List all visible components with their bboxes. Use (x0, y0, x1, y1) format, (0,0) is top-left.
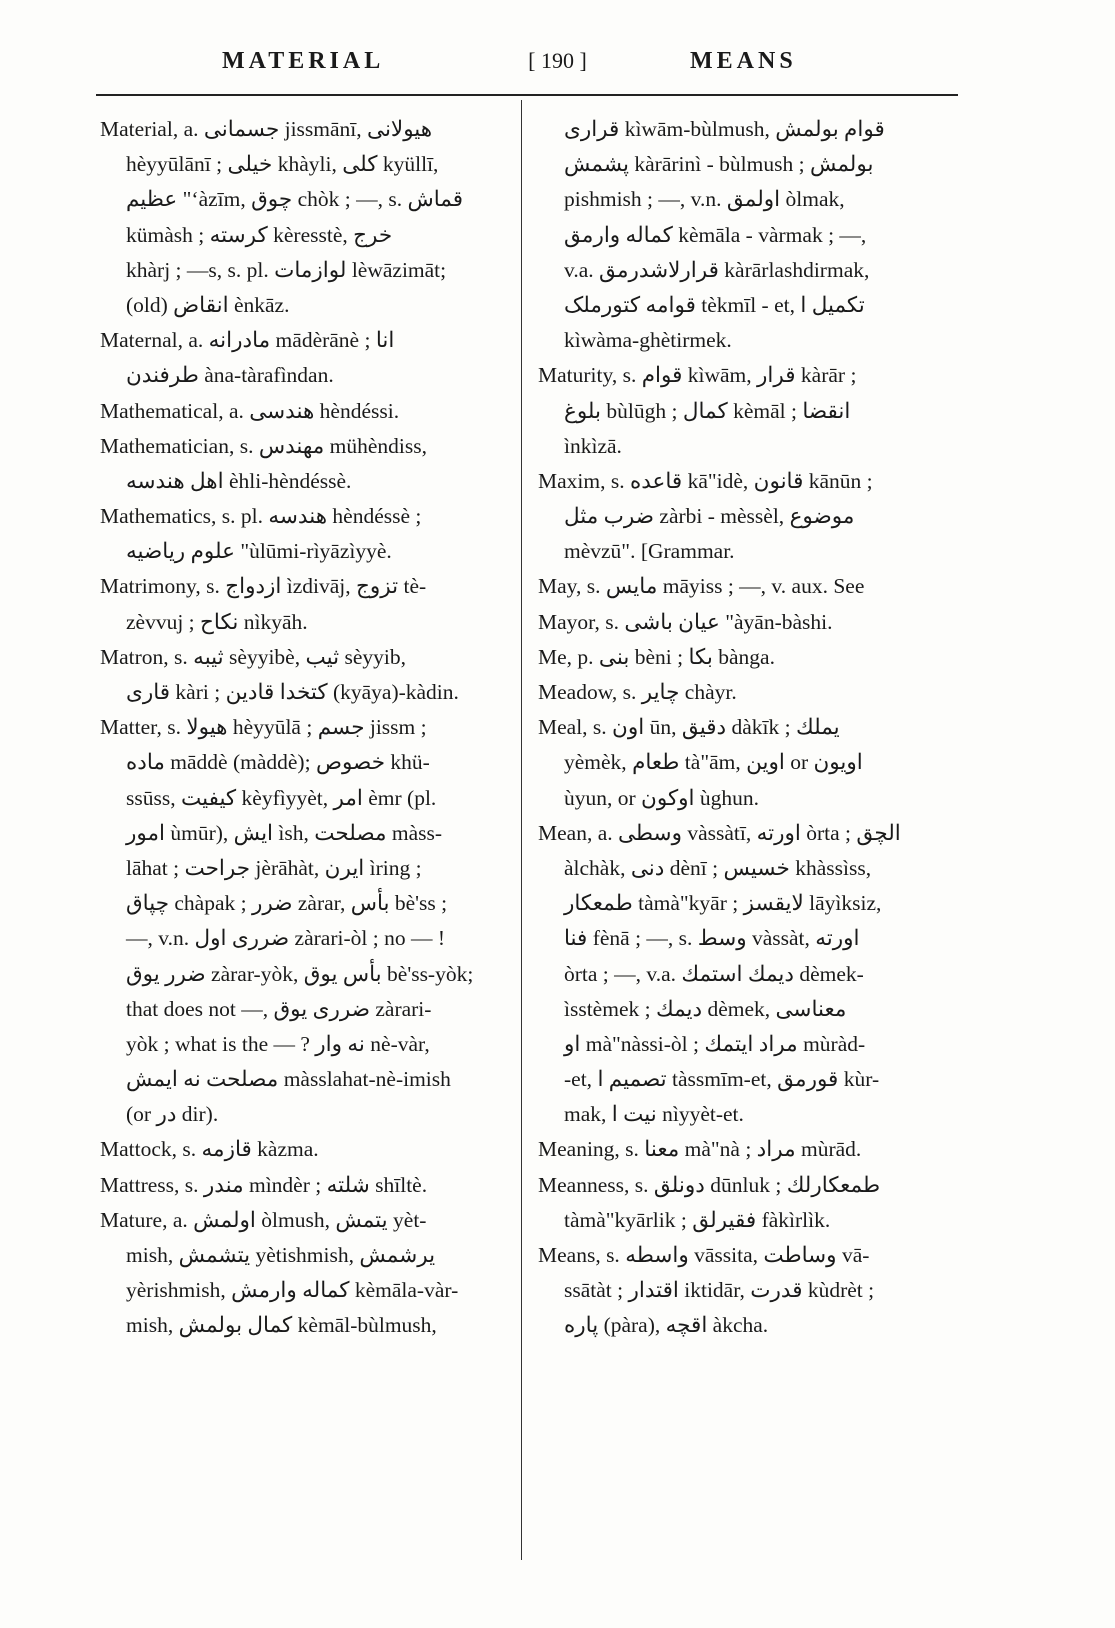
page-header (0, 48, 1115, 88)
entry-line: ضرب مثل zàrbi - mèssèl, موضوع (564, 504, 855, 529)
entry-line: Me, p. بنی bèni ; بکا bànga. (538, 644, 775, 669)
entry-line: ماده māddè (màddè); خصوص khü- (126, 750, 430, 775)
header-rule (96, 94, 958, 96)
entry-line: —, v.n. ضرری اول zàrari-òl ; no — ! (126, 926, 445, 951)
page-number: [ 190 ] (528, 48, 587, 73)
entry-line: àlchàk, دنی dènī ; خسیس khàssìss, (564, 855, 872, 880)
entry-line: mèvzū". [Grammar. (564, 539, 735, 564)
entry-line: ùyun, or اوکون ùghun. (564, 785, 760, 810)
entry-line: yèrishmish, کماله وارمش kèmāla-vàr- (126, 1278, 459, 1303)
entry-line: (old) انقاض ènkāz. (126, 292, 290, 317)
entry-line: قاری kàri ; کتخدا قادین (kyāya)-kàdin. (126, 680, 459, 704)
entry-line: ضرر یوق zàrar-yòk, بأس یوق bè'ss-yòk; (126, 961, 474, 986)
entry-line: òrta ; —, v.a. دیمك استمك dèmek- (564, 961, 864, 986)
column-divider (521, 100, 522, 1560)
entry-line: Mathematical, a. هندسی hèndéssi. (100, 398, 400, 423)
entry-line: kìwàma-ghètirmek. (564, 328, 732, 353)
entry-line: علوم ریاضیه "ùlūmi-rìyāzìyyè. (126, 539, 392, 564)
entry-line: Maxim, s. قاعده kā"idè, قانون kānūn ; (538, 468, 873, 493)
entry-line: Mathematician, s. مهندس mühèndiss, (100, 433, 428, 458)
entry-line: (or در dir). (126, 1102, 219, 1127)
header-right-guideword: MEANS (690, 48, 797, 74)
entry-line: mak, نیت ا nìyyèt-et. (564, 1102, 744, 1127)
entry-line: yèmèk, طعام tà"ām, اوین or اویون (564, 750, 863, 775)
entry-line: Material, a. جسمانی jissmānī, هیولانی (100, 117, 433, 141)
entry-line: کماله وارمق kèmāla - vàrmak ; —, (564, 222, 867, 247)
entry-line: Meal, s. اون ūn, دقیق dàkīk ; یملك (538, 715, 840, 740)
header-left-guideword: MATERIAL (222, 48, 385, 74)
entry-line: Matrimony, s. ازدواج ìzdivāj, تزوج tè- (100, 574, 427, 599)
entry-line: zèvvuj ; نکاح nìkyāh. (126, 609, 308, 634)
entry-line: Mathematics, s. pl. هندسه hèndéssè ; (100, 504, 422, 529)
entry-line: May, s. مایس māyiss ; —, v. aux. See (538, 574, 865, 599)
entry-line: Maturity, s. قوام kìwām, قرار kàrār ; (538, 363, 857, 388)
entry-line: او mà"nàssi-òl ; مراد ایتمك mùràd- (564, 1031, 866, 1056)
entry-line: mish, یتشمش yètishmish, یرشمش (126, 1243, 436, 1267)
entry-line: طرفندن àna-tàrafìndan. (126, 363, 334, 388)
entry-line: ìnkìzā. (564, 433, 622, 458)
entry-line: مصلحت نه ایمش màsslahat-nè-imish (126, 1067, 451, 1092)
entry-line: Matter, s. هیولا hèyyūlā ; جسم jissm ; (100, 715, 427, 740)
entry-line: yòk ; what is the — ? نه وار nè-vàr, (126, 1031, 430, 1056)
entry-line: قوامه کتورملک tèkmīl - et, تکمیل ا (564, 292, 865, 317)
entry-line: Matron, s. ثیبه sèyyibè, ثیب sèyyib, (100, 644, 406, 669)
entry-line: Mattock, s. قازمه kàzma. (100, 1137, 319, 1162)
entry-line: Meanness, s. دونلق dūnluk ; طمعكارلك (538, 1172, 881, 1197)
entry-line: پشمش kàrārinì - bùlmush ; بولمش (564, 152, 874, 177)
left-column (100, 112, 510, 1344)
entry-line: pishmish ; —, v.n. اولمق òlmak, (564, 187, 845, 212)
entry-line: فنا fènā ; —, s. وسط vàssàt, اورته (564, 926, 860, 951)
right-column (538, 112, 948, 1344)
entry-line: lāhat ; جراحت jèrāhàt, ایرن ìring ; (126, 855, 422, 880)
entry-line: hèyyūlānī ; خیلی khàyli, کلی kyüllī, (126, 152, 439, 177)
entry-line: ssūss, کیفیت kèyfìyyèt, امر èmr (pl. (126, 785, 437, 810)
entry-line: ssātàt ; اقتدار iktidār, قدرت kùdrèt ; (564, 1278, 875, 1303)
entry-line: -et, تصمیم ا tàssmīm-et, قورمق kùr- (564, 1067, 880, 1092)
entry-line: Meaning, s. معنا mà"nà ; مراد mùrād. (538, 1137, 862, 1162)
entry-line: چپاق chàpak ; ضرر zàrar, بأس bè'ss ; (126, 891, 448, 916)
entry-line: Mean, a. وسطی vàssàtī, اورته òrta ; الچق (538, 820, 901, 845)
entry-line: khàrj ; —s, s. pl. لوازمات lèwāzimāt; (126, 257, 447, 282)
entry-line: عظیم "ʻàzīm, چوق chòk ; —, s. قماش (126, 187, 463, 212)
entry-line: v.a. قرارلاشدرمق kàrārlashdirmak, (564, 257, 870, 282)
entry-line: Maternal, a. مادرانه mādèrānè ; انا (100, 328, 395, 353)
entry-line: اهل هندسه èhli-hèndéssè. (126, 468, 352, 493)
entry-line: kümàsh ; کرسته kèresstè, خرج (126, 222, 393, 247)
entry-line: mish, کمال بولمش kèmāl-bùlmush, (126, 1313, 437, 1338)
entry-line: Means, s. واسطه vāssita, وساطت vā- (538, 1243, 870, 1267)
entry-line: that does not —, ضرری یوق zàrari- (126, 996, 432, 1021)
entry-line: Mature, a. اولمش òlmush, یتمش yèt- (100, 1207, 427, 1232)
entry-line: Meadow, s. چایر chàyr. (538, 680, 737, 704)
entry-line: امور ùmūr), ایش ìsh, مصلحت màss- (126, 820, 443, 845)
entry-line: Mayor, s. عیان باشی "àyān-bàshi. (538, 609, 833, 634)
entry-line: tàmà"kyārlik ; فقیرلق fàkìrlìk. (564, 1207, 831, 1232)
entry-line: Mattress, s. مندر mìndèr ; شلته shīltè. (100, 1172, 428, 1197)
entry-line: پاره (pàra), اقچه àkcha. (564, 1313, 769, 1338)
entry-line: قراری kìwām-bùlmush, قوام بولمش (564, 117, 885, 141)
entry-line: ìsstèmek ; دیمك dèmek, معناسی (564, 996, 847, 1021)
entry-line: طمعکار tàmà"kyār ; لایقسز lāyìksiz, (564, 891, 882, 916)
entry-line: بلوغ bùlūgh ; کمال kèmāl ; انقضا (564, 398, 851, 423)
